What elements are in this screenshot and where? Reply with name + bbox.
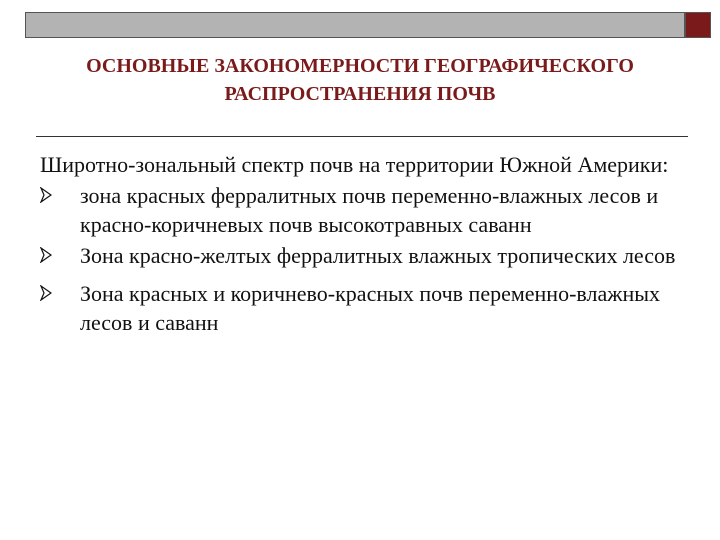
slide-body: [40, 150, 680, 337]
bullet-text: зона красных ферралитных почв переменно-влажных лесов и красно-коричневых почв высокотравных саванн: [80, 183, 659, 237]
bullet-text: Зона красных и коричнево-красных почв переменно-влажных лесов и саванн: [80, 281, 661, 335]
intro-text: Широтно-зональный спектр почв на территории Южной Америки:: [40, 152, 669, 177]
title-line-2: РАСПРОСТРАНЕНИЯ ПОЧВ: [224, 83, 496, 105]
header-accent-square: [685, 12, 711, 38]
list-item: [40, 279, 680, 337]
slide-title: [25, 52, 695, 108]
title-line-1: ОСНОВНЫЕ ЗАКОНОМЕРНОСТИ ГЕОГРАФИЧЕСКОГО: [86, 55, 634, 77]
arrow-bullet-icon: [40, 285, 52, 301]
title-divider: [36, 136, 688, 137]
arrow-bullet-icon: [40, 187, 52, 203]
header-decorative-bar: [25, 12, 685, 38]
list-item: [40, 181, 680, 239]
list-item: [40, 241, 680, 270]
bullet-text: Зона красно-желтых ферралитных влажных тропических лесов: [80, 243, 676, 268]
arrow-bullet-icon: [40, 247, 52, 263]
